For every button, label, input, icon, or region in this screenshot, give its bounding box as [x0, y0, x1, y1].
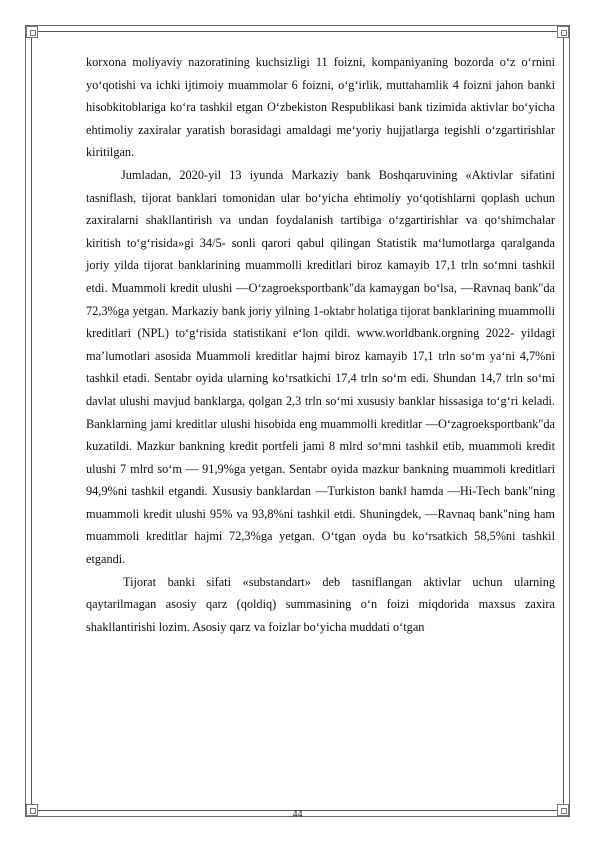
- paragraph-2: Jumladan, 2020-yil 13 iyunda Markaziy bank Boshqaruvining «Aktivlar sifatini tasniflash, tijorat banklari tomonidan ular bo‘yicha ehtimoliy yo‘qotishlarni qoplash uchun zaxiralarni shakllantirish va undan foydalanish tartibiga o‘zgartirishlar va qo‘shimchalar kiritish to‘g‘risida»gi 34/5- sonli qarori qabul qilingan Statistik ma‘lumotlarga qaralganda joriy yilda tijorat banklarining muammolli kreditlari biroz kamayib 17,1 trln so‘mni tashkil etdi. Muammoli kredit ulushi ―O‘zagroeksportbank"da kamaygan bo‘lsa, ―Ravnaq bank"da 72,3%ga yetgan. Markaziy bank joriy yilning 1-oktabr holatiga tijorat banklarining muammolli kreditlari (NPL) to‘g‘risida statistikani e‘lon qildi. www.worldbank.orgning 2022- yildagi ma’lumotlari asosida Muammoli kreditlar hajmi biroz kamayib 17,1 trln so‘m ya‘ni 4,7%ni tashkil etadi. Sentabr oyida ularning ko‘rsatkichi 17,4 trln so‘m edi. Shundan 14,7 trln so‘mi davlat ulushi mavjud banklarga, qolgan 2,3 trln so‘mi xususiy banklar hissasiga to‘g‘ri keladi. Banklarning jami kreditlar ulushi hisobida eng muammolli kreditlar ―O‘zagroeksportbank"da kuzatildi. Mazkur bankning kredit portfeli jami 8 mlrd so‘mni tashkil etib, muammoli kredit ulushi 7 mlrd so‘m ― 91,9%ga yetgan. Sentabr oyida mazkur bankning muammoli kreditlari 94,9%ni tashkil etgandi. Xususiy banklardan ―Turkiston bank‖ hamda ―Hi-Tech bank"ning muammoli kredit ulushi 95% va 93,8%ni tashkil etdi. Shuningdek, ―Ravnaq bank"ning ham muammoli kreditlar hajmi 72,3%ga yetgan. O‘tgan oyda bu ko‘rsatkich 58,5%ni tashkil etgandi.: [86, 167, 555, 567]
- paragraph-1: korxona moliyaviy nazoratining kuchsizligi 11 foizni, kompaniyaning bozorda o‘z o‘rnini yo‘qotishi va ichki ijtimoiy muammolar 6 foizni, o‘g‘irlik, muttahamlik 4 foizni jahon banki hisobkitoblariga ko‘ra tashkil etgan O‘zbekiston Respublikasi bank tizimida aktivlar bo‘yicha ehtimoliy zaxiralar yaratish borasidagi amaldagi me‘yoriy hujjatlarga tegishli o‘zgartirishlar kiritilgan.: [86, 55, 555, 160]
- document-body: [86, 51, 555, 638]
- paragraph-3: Tijorat banki sifati «substandart» deb tasniflangan aktivlar uchun ularning qaytarilmagan asosiy qarz (qoldiq) summasining o‘n foizi miqdorida maxsus zaxira shakllantirishi lozim. Asosiy qarz va foizlar bo‘yicha muddati o‘tgan: [86, 574, 555, 634]
- corner-ornament-top-left: [26, 26, 38, 38]
- corner-ornament-top-right: [557, 26, 569, 38]
- page-number: 44: [292, 809, 303, 820]
